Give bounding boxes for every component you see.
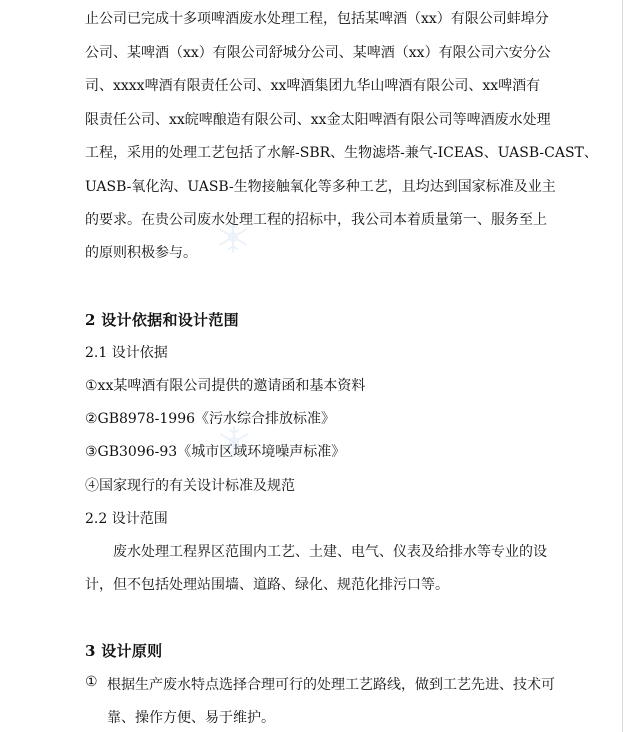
principle-number: ① (85, 674, 98, 690)
section-heading: 2 设计依据和设计范围 (85, 311, 239, 329)
scope-line: 废水处理工程界区范围内工艺、土建、电气、仪表及给排水等专业的设 (113, 544, 547, 560)
subsection-heading: 2.1 设计依据 (85, 345, 168, 361)
list-item: ②GB8978-1996《污水综合排放标准》 (85, 411, 336, 427)
principle-text: 靠、操作方便、易于维护。 (107, 710, 275, 726)
section-heading: 3 设计原则 (85, 642, 163, 660)
page-edge-divider (622, 0, 623, 732)
intro-line: 司、xxxx啤酒有限责任公司、xx啤酒集团九华山啤酒有限公司、xx啤酒有 (85, 78, 541, 94)
list-item: ①xx某啤酒有限公司提供的邀请函和基本资料 (85, 378, 366, 394)
list-item: ④国家现行的有关设计标准及规范 (85, 478, 295, 494)
scope-line: 计，但不包括处理站围墙、道路、绿化、规范化排污口等。 (85, 577, 449, 593)
intro-line: 公司、某啤酒（xx）有限公司舒城分公司、某啤酒（xx）有限公司六安分公 (85, 45, 551, 61)
intro-line: 工程，采用的处理工艺包括了水解-SBR、生物滤塔-兼气-ICEAS、UASB-CAST、 (85, 145, 598, 161)
intro-line: 止公司已完成十多项啤酒废水处理工程，包括某啤酒（xx）有限公司蚌埠分 (85, 11, 549, 27)
intro-line: 限责任公司、xx皖啤酿造有限公司、xx金太阳啤酒有限公司等啤酒废水处理 (85, 112, 551, 128)
intro-line: UASB-氧化沟、UASB-生物接触氧化等多种工艺，且均达到国家标准及业主 (85, 179, 556, 195)
intro-line: 的原则积极参与。 (85, 245, 197, 261)
intro-line: 的要求。在贵公司废水处理工程的招标中，我公司本着质量第一、服务至上 (85, 212, 547, 228)
list-item: ③GB3096-93《城市区域环境噪声标准》 (85, 444, 346, 460)
subsection-heading: 2.2 设计范围 (85, 511, 168, 527)
principle-text: 根据生产废水特点选择合理可行的处理工艺路线，做到工艺先进、技术可 (107, 677, 555, 693)
